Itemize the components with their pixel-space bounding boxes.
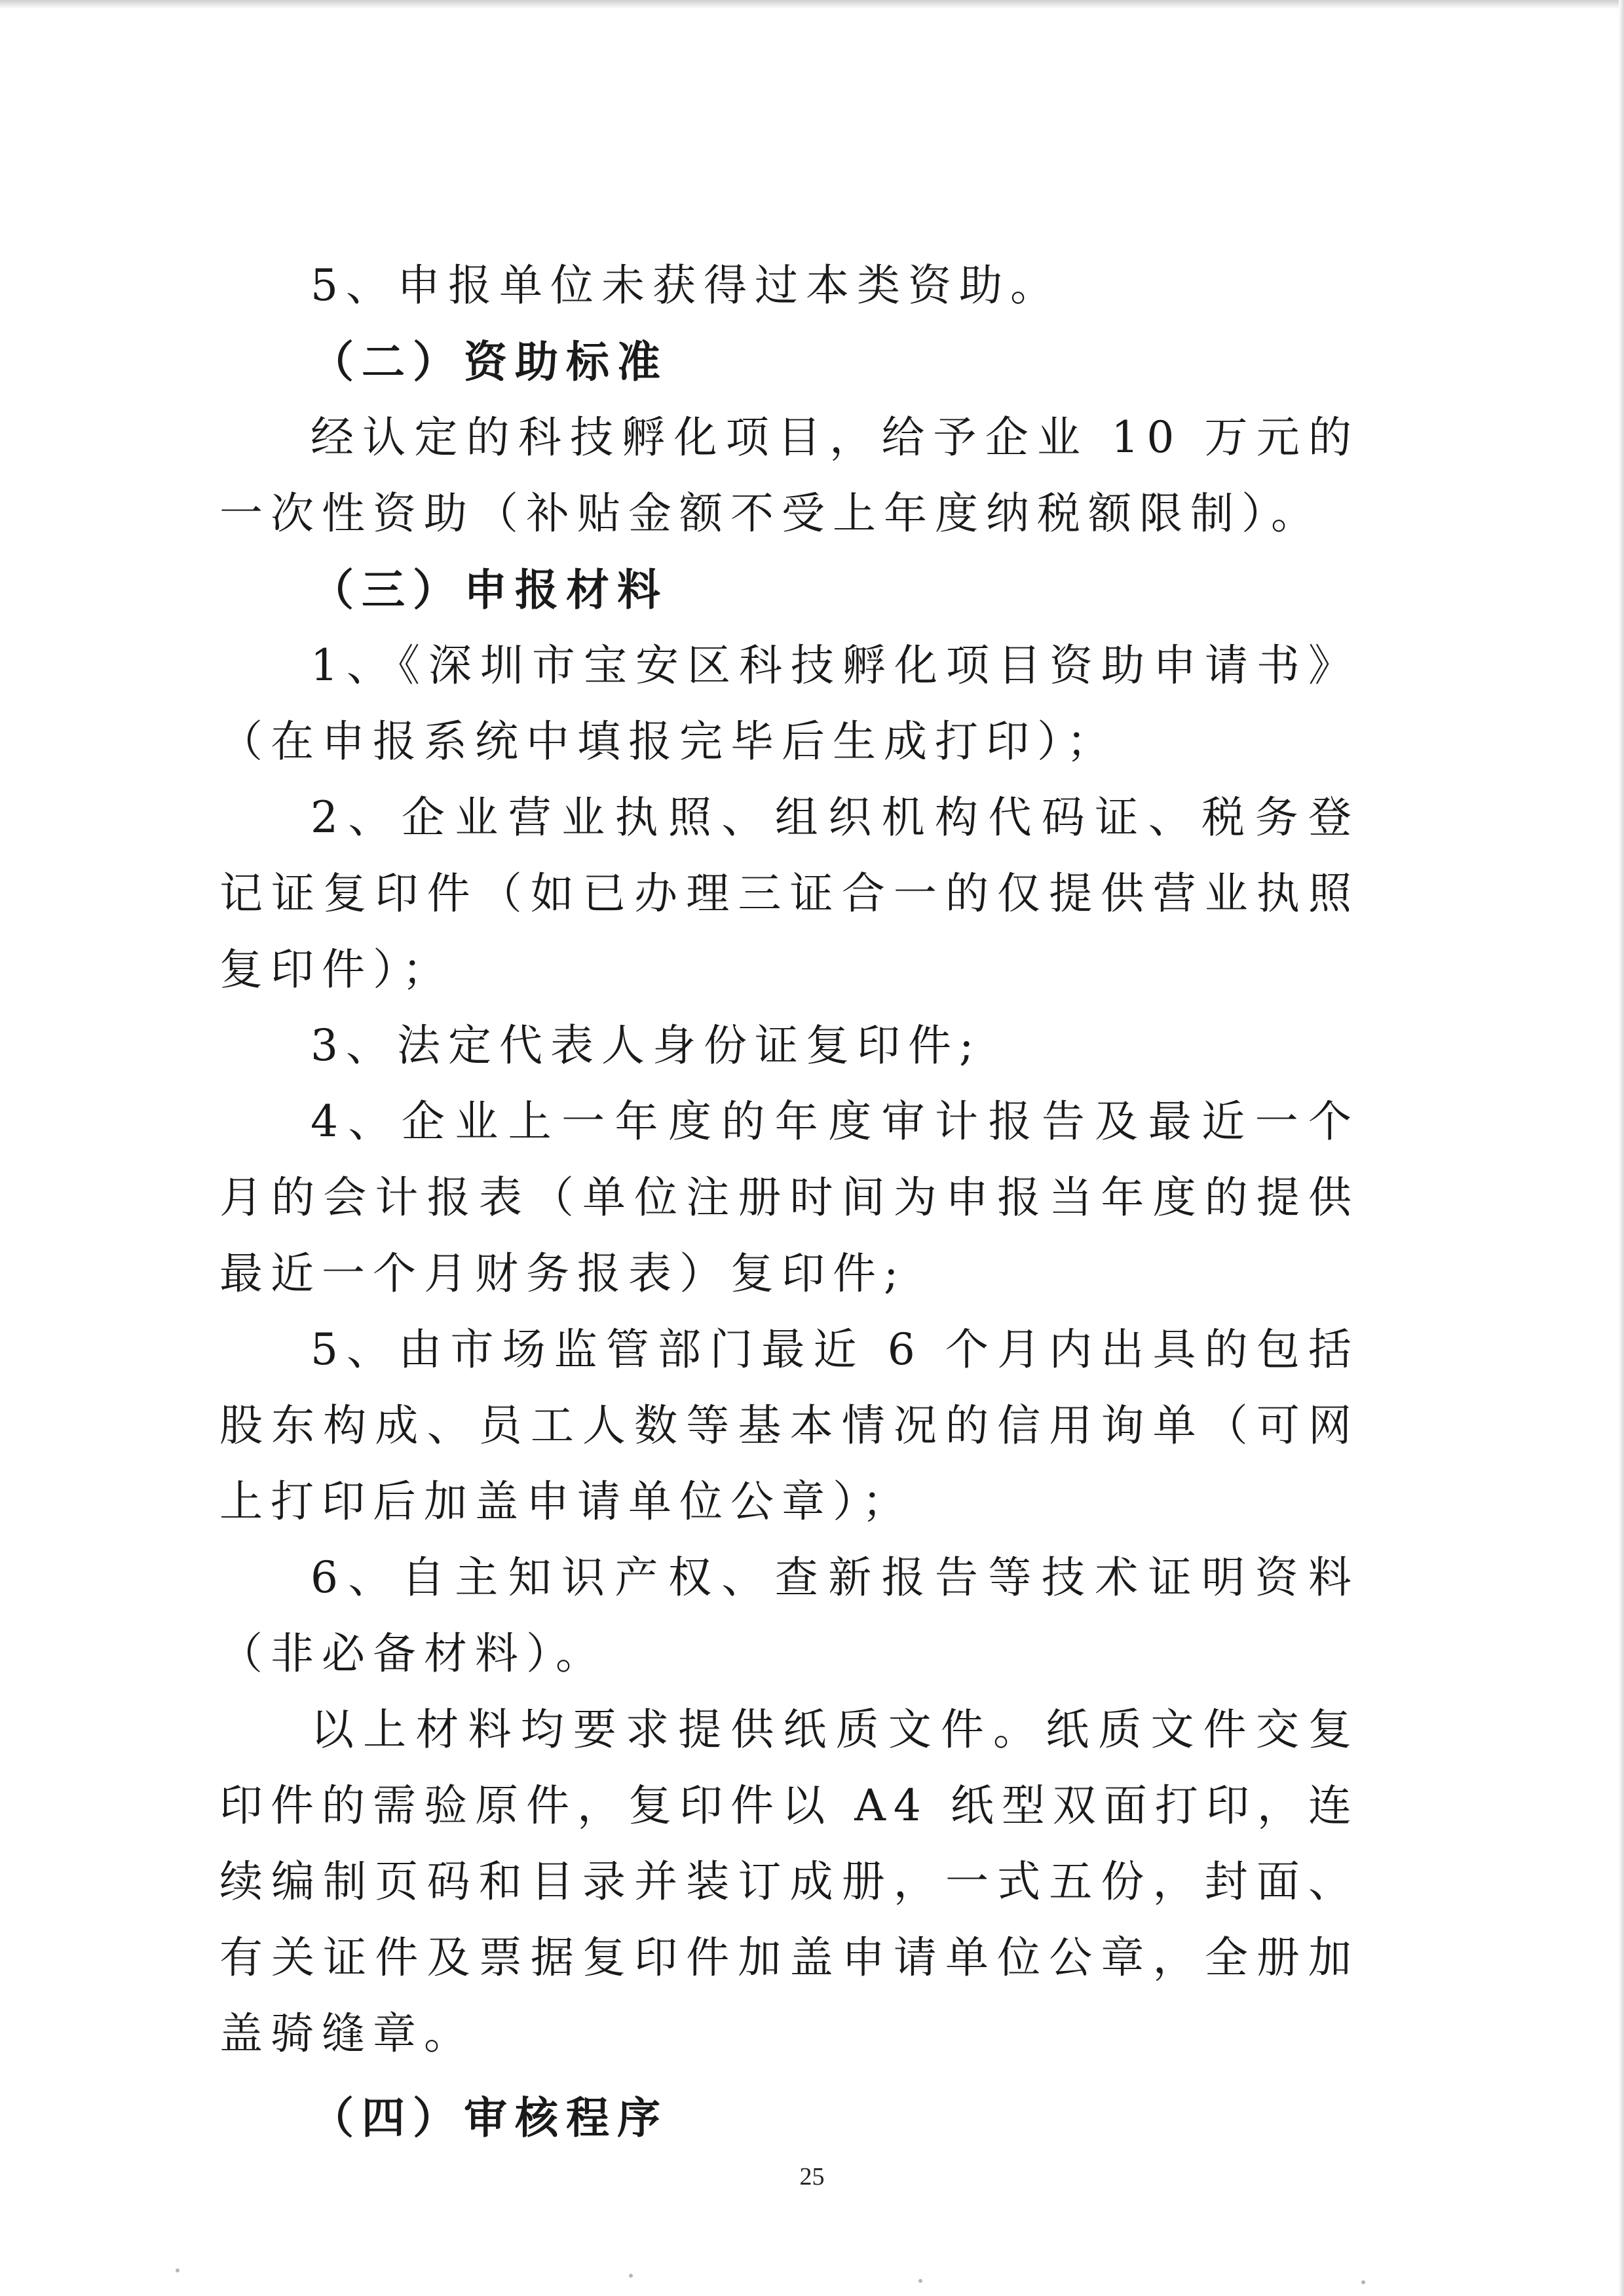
scan-speck bbox=[629, 2274, 633, 2278]
paragraph-material-2: 2、企业营业执照、组织机构代码证、税务登记证复印件（如已办理三证合一的仅提供营业执照复印件）； bbox=[219, 792, 1359, 995]
scan-top-edge bbox=[0, 0, 1624, 9]
page-number: 25 bbox=[799, 2163, 825, 2191]
paragraph-material-1: 1、《深圳市宝安区科技孵化项目资助申请书》（在申报系统中填报完毕后生成打印）； bbox=[219, 640, 1359, 767]
paragraph-material-requirements: 以上材料均要求提供纸质文件。纸质文件交复印件的需验原件，复印件以 A4 纸型双面打印，连续编制页码和目录并装订成册，一式五份，封面、有关证件及票据复印件加盖申请单位公章，全册加盖骑缝章。 bbox=[219, 1704, 1359, 2059]
heading-application-materials: （三）申报材料 bbox=[311, 564, 668, 615]
paragraph-material-6: 6、自主知识产权、查新报告等技术证明资料（非必备材料）。 bbox=[219, 1552, 1359, 1679]
paragraph-funding-standard: 经认定的科技孵化项目，给予企业 10 万元的一次性资助（补贴金额不受上年度纳税额限制）。 bbox=[219, 412, 1359, 539]
scan-speck bbox=[1361, 2280, 1365, 2284]
document-body bbox=[219, 248, 1359, 2156]
heading-review-procedure: （四）审核程序 bbox=[311, 2092, 668, 2143]
scan-right-edge bbox=[1619, 0, 1624, 2296]
paragraph-material-4: 4、企业上一年度的年度审计报告及最近一个月的会计报表（单位注册时间为申报当年度的提供最近一个月财务报表）复印件; bbox=[219, 1096, 1359, 1299]
paragraph-material-5: 5、由市场监管部门最近 6 个月内出具的包括股东构成、员工人数等基本情况的信用询单（可网上打印后加盖申请单位公章）； bbox=[219, 1324, 1359, 1527]
paragraph-material-3: 3、法定代表人身份证复印件; bbox=[311, 1020, 982, 1071]
scan-speck bbox=[176, 2268, 179, 2272]
scan-speck bbox=[918, 2279, 922, 2283]
heading-funding-standard: （二）资助标准 bbox=[311, 336, 668, 387]
paragraph-eligibility-5: 5、申报单位未获得过本类资助。 bbox=[311, 260, 1061, 311]
